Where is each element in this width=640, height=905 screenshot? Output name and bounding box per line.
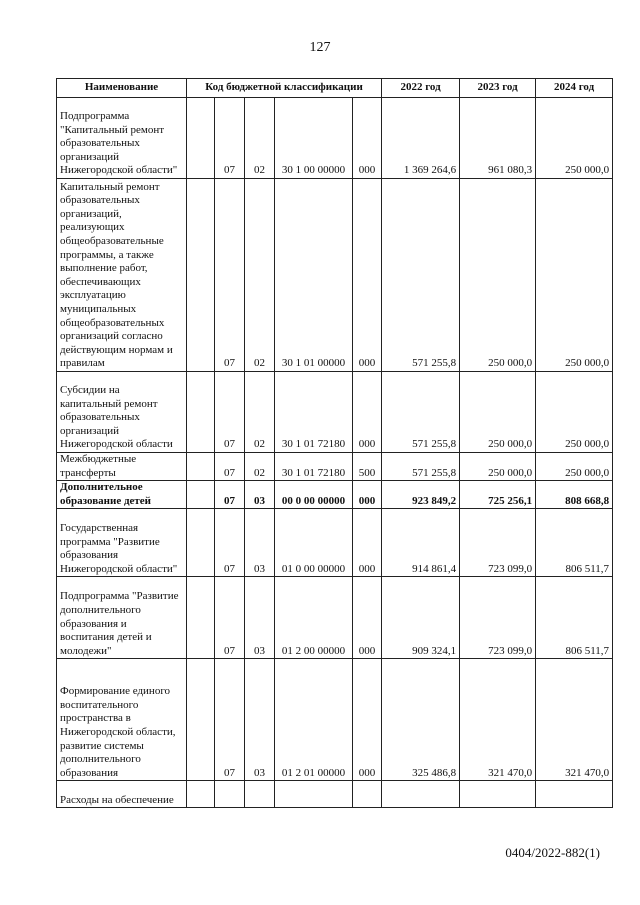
row-code-3: 02 <box>245 453 275 481</box>
row-amount-2024: 250 000,0 <box>536 98 613 179</box>
budget-table <box>56 78 613 808</box>
row-code-2: 07 <box>215 179 245 372</box>
row-name: Расходы на обеспечение <box>57 781 187 808</box>
row-code-1 <box>187 509 215 577</box>
row-code-2: 07 <box>215 98 245 179</box>
row-code-2: 07 <box>215 659 245 781</box>
row-amount-2022: 571 255,8 <box>382 372 460 453</box>
row-amount-2022: 571 255,8 <box>382 453 460 481</box>
row-amount-2023: 321 470,0 <box>460 659 536 781</box>
table-row <box>57 453 613 481</box>
row-name: Государственная программа "Развитие образования Нижегородской области" <box>57 509 187 577</box>
row-amount-2022: 1 369 264,6 <box>382 98 460 179</box>
row-amount-2023 <box>460 781 536 808</box>
row-name: Дополнительное образование детей <box>57 481 187 509</box>
row-code-4: 30 1 01 72180 <box>275 372 353 453</box>
header-code: Код бюджетной классификации <box>187 79 382 98</box>
row-code-2 <box>215 781 245 808</box>
row-amount-2023: 961 080,3 <box>460 98 536 179</box>
header-2022: 2022 год <box>382 79 460 98</box>
row-code-5: 500 <box>353 453 382 481</box>
row-amount-2022: 325 486,8 <box>382 659 460 781</box>
row-code-3: 02 <box>245 98 275 179</box>
header-2023: 2023 год <box>460 79 536 98</box>
row-code-1 <box>187 577 215 659</box>
row-amount-2022: 914 861,4 <box>382 509 460 577</box>
header-name: Наименование <box>57 79 187 98</box>
row-code-3: 03 <box>245 659 275 781</box>
table-row <box>57 481 613 509</box>
row-code-4 <box>275 781 353 808</box>
header-2024: 2024 год <box>536 79 613 98</box>
row-code-1 <box>187 372 215 453</box>
row-code-2: 07 <box>215 372 245 453</box>
row-code-1 <box>187 781 215 808</box>
row-code-3: 02 <box>245 179 275 372</box>
row-name: Подпрограмма "Капитальный ремонт образовательных организаций Нижегородской области" <box>57 98 187 179</box>
row-code-5: 000 <box>353 98 382 179</box>
row-amount-2024: 806 511,7 <box>536 509 613 577</box>
row-amount-2023: 723 099,0 <box>460 577 536 659</box>
row-name: Межбюджетные трансферты <box>57 453 187 481</box>
table-row <box>57 179 613 372</box>
table-row <box>57 781 613 808</box>
table-row <box>57 577 613 659</box>
row-amount-2023: 725 256,1 <box>460 481 536 509</box>
row-amount-2024: 250 000,0 <box>536 453 613 481</box>
table-row <box>57 509 613 577</box>
row-code-1 <box>187 481 215 509</box>
row-amount-2022: 571 255,8 <box>382 179 460 372</box>
row-code-5 <box>353 781 382 808</box>
table-header-row <box>57 79 613 98</box>
row-code-3: 03 <box>245 577 275 659</box>
row-code-3: 03 <box>245 481 275 509</box>
row-amount-2023: 250 000,0 <box>460 372 536 453</box>
row-amount-2024 <box>536 781 613 808</box>
row-code-4: 00 0 00 00000 <box>275 481 353 509</box>
row-code-2: 07 <box>215 509 245 577</box>
row-amount-2024: 321 470,0 <box>536 659 613 781</box>
row-name: Подпрограмма "Развитие дополнительного образования и воспитания детей и молодежи" <box>57 577 187 659</box>
table-row <box>57 659 613 781</box>
table-row <box>57 372 613 453</box>
row-amount-2024: 250 000,0 <box>536 179 613 372</box>
row-amount-2024: 250 000,0 <box>536 372 613 453</box>
row-amount-2024: 806 511,7 <box>536 577 613 659</box>
row-code-4: 30 1 01 72180 <box>275 453 353 481</box>
row-code-4: 30 1 00 00000 <box>275 98 353 179</box>
row-amount-2022: 923 849,2 <box>382 481 460 509</box>
row-code-3: 03 <box>245 509 275 577</box>
row-code-4: 01 2 00 00000 <box>275 577 353 659</box>
row-code-5: 000 <box>353 372 382 453</box>
table-row <box>57 98 613 179</box>
row-code-5: 000 <box>353 509 382 577</box>
row-code-5: 000 <box>353 659 382 781</box>
row-code-2: 07 <box>215 481 245 509</box>
row-amount-2022: 909 324,1 <box>382 577 460 659</box>
row-code-4: 01 0 00 00000 <box>275 509 353 577</box>
row-code-5: 000 <box>353 577 382 659</box>
row-code-1 <box>187 179 215 372</box>
row-amount-2023: 250 000,0 <box>460 453 536 481</box>
row-name: Субсидии на капитальный ремонт образовательных организаций Нижегородской области <box>57 372 187 453</box>
row-code-3 <box>245 781 275 808</box>
document-code: 0404/2022-882(1) <box>505 845 600 860</box>
row-code-2: 07 <box>215 577 245 659</box>
row-code-1 <box>187 98 215 179</box>
row-code-5: 000 <box>353 481 382 509</box>
row-amount-2022 <box>382 781 460 808</box>
row-code-4: 30 1 01 00000 <box>275 179 353 372</box>
page-number: 127 <box>309 40 331 55</box>
row-code-4: 01 2 01 00000 <box>275 659 353 781</box>
row-amount-2023: 250 000,0 <box>460 179 536 372</box>
row-code-5: 000 <box>353 179 382 372</box>
row-name: Формирование единого воспитательного пространства в Нижегородской области, развитие системы дополнительного образования <box>57 659 187 781</box>
row-code-1 <box>187 453 215 481</box>
row-name: Капитальный ремонт образовательных организаций, реализующих общеобразовательные программы, а также выполнение работ, обеспечивающих эксплуатацию муниципальных общеобразовательных организаций согласно действующим нормам и правилам <box>57 179 187 372</box>
row-amount-2024: 808 668,8 <box>536 481 613 509</box>
row-code-1 <box>187 659 215 781</box>
row-code-2: 07 <box>215 453 245 481</box>
row-code-3: 02 <box>245 372 275 453</box>
row-amount-2023: 723 099,0 <box>460 509 536 577</box>
